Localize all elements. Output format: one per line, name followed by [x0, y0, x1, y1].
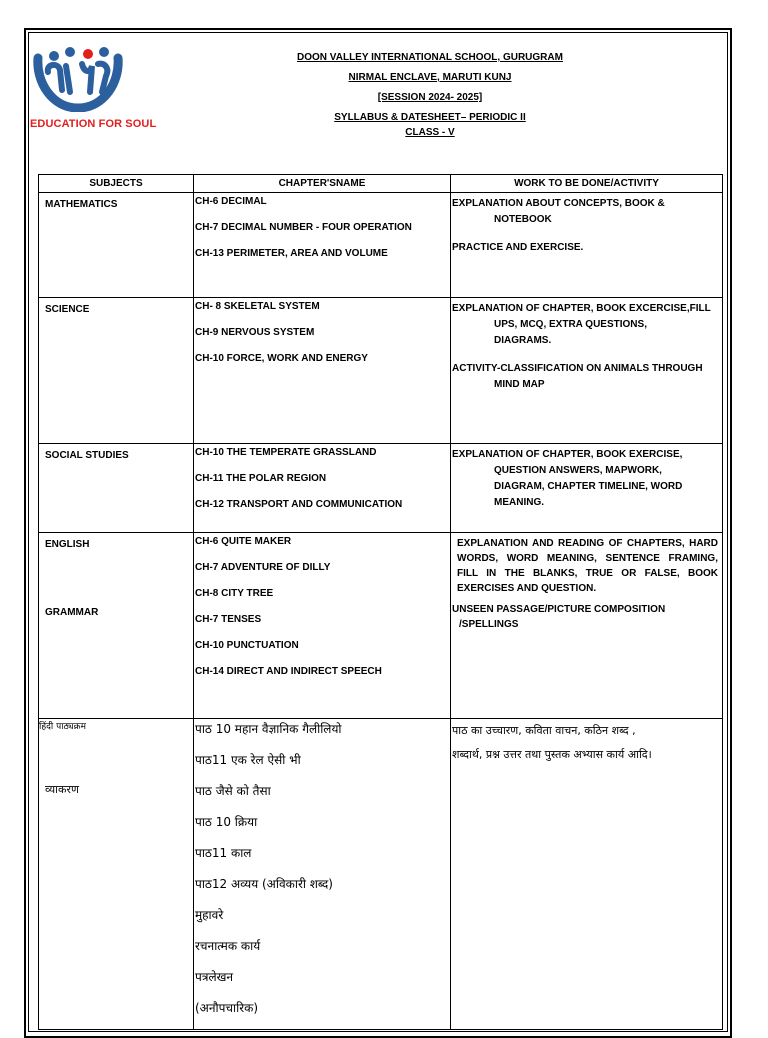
column-header: CHAPTER'SNAME [194, 175, 451, 193]
chapter-name: पत्रलेखन [195, 970, 234, 984]
chapter-name: पाठ12 अव्यय (अविकारी शब्द) [195, 877, 333, 891]
work-line: MEANING. [494, 497, 544, 508]
chapter-name: (अनौपचारिक) [195, 1001, 259, 1015]
syllabus-table [38, 174, 723, 1030]
subject-name: व्याकरण [45, 783, 79, 796]
document-title: SYLLABUS & DATESHEET– PERIODIC II [334, 112, 526, 123]
work-line: UPS, MCQ, EXTRA QUESTIONS, [494, 319, 647, 330]
chapter-name: CH-7 DECIMAL NUMBER - FOUR OPERATION [195, 222, 412, 233]
table-row [39, 533, 723, 719]
school-address: NIRMAL ENCLAVE, MARUTI KUNJ [348, 72, 512, 83]
work-line: ACTIVITY-CLASSIFICATION ON ANIMALS THROUGH [452, 363, 703, 374]
chapter-name: CH-10 THE TEMPERATE GRASSLAND [195, 447, 377, 458]
work-line: DIAGRAMS. [494, 335, 552, 346]
chapter-name: पाठ 10 महान वैज्ञानिक गैलीलियो [195, 722, 342, 736]
work-line: EXPLANATION OF CHAPTER, BOOK EXERCISE, [452, 449, 683, 460]
work-text [451, 447, 722, 511]
work-line: NOTEBOOK [494, 214, 552, 225]
chapter-name: CH-9 NERVOUS SYSTEM [195, 327, 315, 338]
subject-name: SCIENCE [45, 304, 90, 315]
chapter-name: पाठ11 एक रेल ऐसी भी [195, 753, 301, 767]
chapter-name: CH-14 DIRECT AND INDIRECT SPEECH [195, 666, 382, 677]
chapter-name: CH-6 QUITE MAKER [195, 536, 292, 547]
chapter-name: CH-12 TRANSPORT AND COMMUNICATION [195, 499, 403, 510]
chapter-name: CH-6 DECIMAL [195, 196, 267, 207]
work-text [451, 196, 722, 228]
chapter-name: CH-7 TENSES [195, 614, 262, 625]
column-header: WORK TO BE DONE/ACTIVITY [451, 175, 723, 193]
chapter-name: CH-11 THE POLAR REGION [195, 473, 327, 484]
work-line: PRACTICE AND EXERCISE. [452, 242, 584, 253]
table-row [39, 193, 723, 298]
session: [SESSION 2024- 2025] [377, 92, 483, 103]
chapter-name: पाठ जैसे को तैसा [195, 784, 271, 798]
chapter-name: मुहावरे [195, 908, 224, 922]
work-line: UNSEEN PASSAGE/PICTURE COMPOSITION [452, 604, 666, 615]
work-line: EXPLANATION ABOUT CONCEPTS, BOOK & [452, 198, 665, 209]
chapter-name: CH- 8 SKELETAL SYSTEM [195, 301, 320, 312]
table-row [39, 719, 723, 1030]
column-header: SUBJECTS [39, 175, 194, 193]
work-line: QUESTION ANSWERS, MAPWORK, [494, 465, 662, 476]
work-line: DIAGRAM, CHAPTER TIMELINE, WORD [494, 481, 683, 492]
work-line: EXPLANATION AND READING OF CHAPTERS, HARD WORDS, WORD MEANING, SENTENCE FRAMING, FILL IN THE BLANKS, TRUE OR FALSE, BOOK EXERCISES AND QUESTION. [457, 538, 718, 594]
work-text [451, 361, 722, 393]
subject-name: GRAMMAR [45, 607, 99, 618]
subject-name: SOCIAL STUDIES [45, 450, 129, 461]
chapter-name: CH-8 CITY TREE [195, 588, 274, 599]
work-line: MIND MAP [494, 379, 545, 390]
chapter-name: CH-13 PERIMETER, AREA AND VOLUME [195, 248, 388, 259]
school-logo-icon [32, 42, 124, 112]
table-row [39, 444, 723, 533]
chapter-name: CH-7 ADVENTURE OF DILLY [195, 562, 331, 573]
class-label: CLASS - V [405, 127, 455, 138]
subject-name: MATHEMATICS [45, 199, 118, 210]
table-row [39, 298, 723, 444]
subject-name: ENGLISH [45, 539, 90, 550]
chapter-name: CH-10 FORCE, WORK AND ENERGY [195, 353, 368, 364]
school-tagline: EDUCATION FOR SOUL [30, 118, 157, 130]
work-line: /SPELLINGS [459, 619, 519, 630]
chapter-name: पाठ11 काल [195, 846, 252, 860]
work-text [451, 602, 722, 632]
chapter-name: पाठ 10 क्रिया [195, 815, 258, 829]
subject-name: हिंदी पाठ्यक्रम [39, 722, 86, 732]
table-header-row [39, 175, 723, 193]
work-line: पाठ का उच्चारण, कविता वाचन, कठिन शब्द , [452, 724, 636, 737]
chapter-name: CH-10 PUNCTUATION [195, 640, 299, 651]
work-line: EXPLANATION OF CHAPTER, BOOK EXCERCISE,FILL [452, 303, 711, 314]
work-text [451, 301, 722, 349]
document-header [250, 52, 610, 147]
chapter-name: रचनात्मक कार्य [195, 939, 261, 953]
school-name: DOON VALLEY INTERNATIONAL SCHOOL, GURUGRAM [297, 52, 563, 63]
work-line: शब्दार्थ, प्रश्न उत्तर तथा पुस्तक अभ्यास कार्य आदि। [452, 748, 652, 761]
